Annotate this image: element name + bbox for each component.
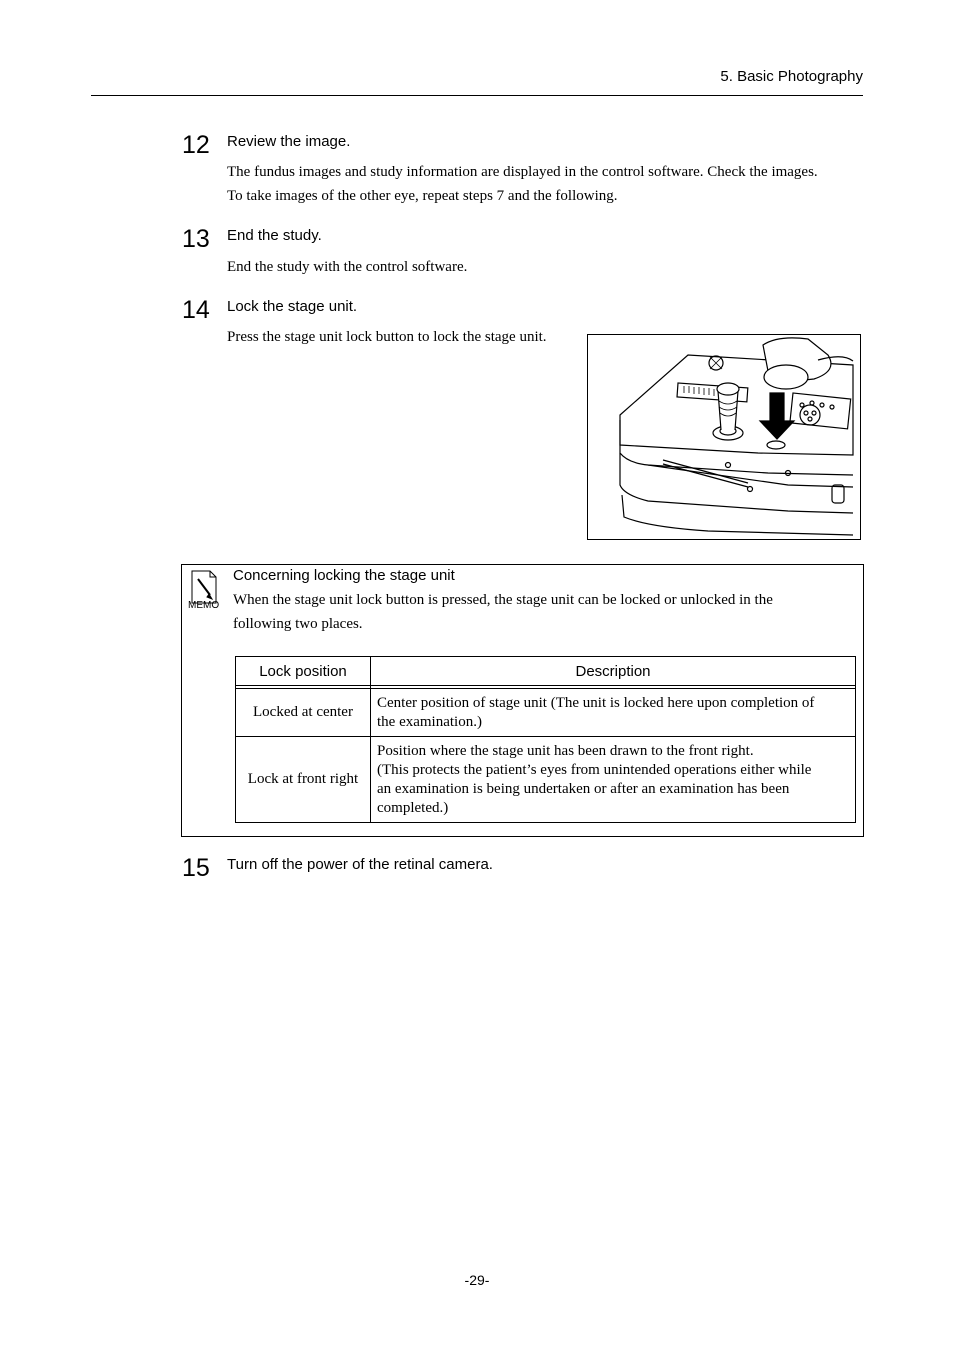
step-12-line-1: The fundus images and study information are displayed in the control software. Check the images. bbox=[227, 164, 818, 180]
lock-position-cell: Lock at front right bbox=[236, 737, 371, 823]
description-line: an examination is being undertaken or after an examination has been bbox=[377, 780, 790, 797]
description-line: the examination.) bbox=[377, 713, 482, 730]
column-header-lock-position: Lock position bbox=[236, 657, 371, 686]
description-line: Center position of stage unit (The unit is locked here upon completion of bbox=[377, 694, 815, 711]
lock-position-cell: Locked at center bbox=[236, 689, 371, 737]
memo-line: following two places. bbox=[233, 616, 363, 632]
description-line: (This protects the patient’s eyes from unintended operations either while bbox=[377, 761, 812, 778]
step-13-line-1: End the study with the control software. bbox=[227, 259, 468, 275]
stage-unit-illustration bbox=[587, 334, 861, 540]
step-14-line-1: Press the stage unit lock button to lock the stage unit. bbox=[227, 329, 547, 345]
memo-line: When the stage unit lock button is pressed, the stage unit can be locked or unlocked in the bbox=[233, 592, 773, 608]
section-title: 5. Basic Photography bbox=[720, 68, 863, 85]
description-cell bbox=[371, 689, 856, 737]
description-line: Position where the stage unit has been drawn to the front right. bbox=[377, 742, 754, 759]
memo-title: Concerning locking the stage unit bbox=[233, 567, 455, 584]
step-number-15: 15 bbox=[182, 854, 210, 882]
memo-body bbox=[233, 588, 833, 636]
step-title-14: Lock the stage unit. bbox=[227, 298, 358, 315]
table-row bbox=[236, 737, 856, 823]
description-cell bbox=[371, 737, 856, 823]
page-number: -29- bbox=[464, 1272, 490, 1288]
step-number-12: 12 bbox=[182, 131, 210, 159]
step-title-13: End the study. bbox=[227, 227, 322, 244]
step-title-15: Turn off the power of the retinal camera. bbox=[227, 856, 493, 873]
column-header-description: Description bbox=[371, 657, 856, 686]
header-divider bbox=[91, 95, 863, 96]
table-row bbox=[236, 689, 856, 737]
step-number-14: 14 bbox=[182, 296, 210, 324]
step-number-13: 13 bbox=[182, 225, 210, 253]
lock-position-table bbox=[235, 656, 856, 823]
memo-icon-label: MEMO bbox=[188, 600, 220, 611]
step-12-line-2: To take images of the other eye, repeat steps 7 and the following. bbox=[227, 188, 618, 204]
table-header-row bbox=[236, 657, 856, 686]
memo-icon bbox=[186, 569, 222, 613]
step-title-12: Review the image. bbox=[227, 133, 351, 150]
description-line: completed.) bbox=[377, 799, 449, 816]
